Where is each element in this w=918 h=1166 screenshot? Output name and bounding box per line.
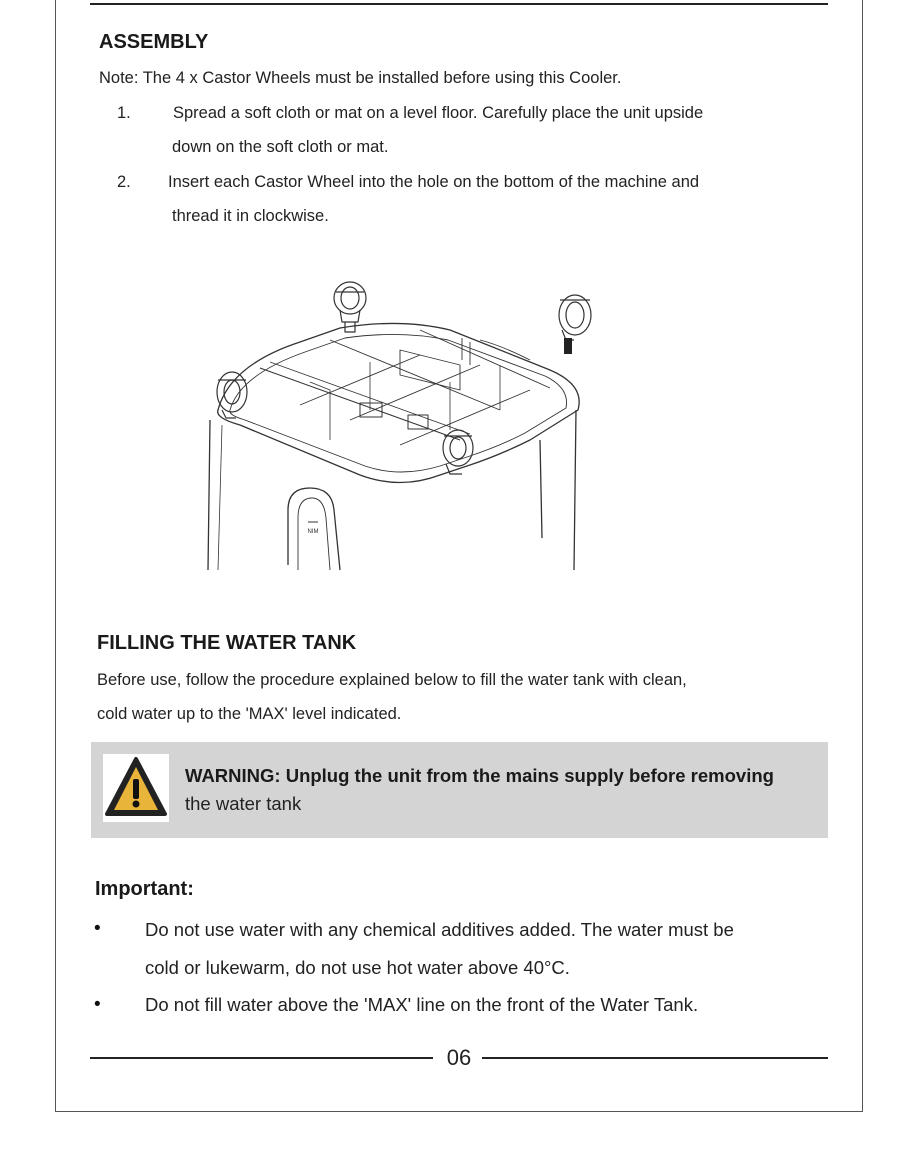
footer-rule-right <box>482 1057 828 1059</box>
bullet-2-line-1: Do not fill water above the 'MAX' line on the front of the Water Tank. <box>145 994 699 1015</box>
castor-wheel-top-right <box>559 295 591 340</box>
bullet-1-line-2: cold or lukewarm, do not use hot water above 40°C. <box>145 957 570 978</box>
top-rule <box>90 3 828 5</box>
page-border-bottom <box>55 1111 863 1112</box>
bullet-1-symbol: • <box>94 918 101 939</box>
bullet-1-line-1: Do not use water with any chemical additives added. The water must be <box>145 919 734 940</box>
step-1-line-1: Spread a soft cloth or mat on a level floor. Carefully place the unit upside <box>173 104 704 122</box>
step-2-number: 2. <box>117 173 131 191</box>
footer-rule-left <box>90 1057 433 1059</box>
filling-heading: FILLING THE WATER TANK <box>97 632 357 654</box>
important-heading: Important: <box>95 878 194 900</box>
illustration-label: NIM <box>307 529 319 535</box>
cooler-body-outline <box>208 420 210 570</box>
page-border-right <box>862 0 863 1112</box>
assembly-heading: ASSEMBLY <box>99 31 209 53</box>
warning-box <box>91 742 828 838</box>
step-2-line-2: thread it in clockwise. <box>172 207 329 225</box>
bullet-2-symbol: • <box>94 994 101 1015</box>
step-1-number: 1. <box>117 104 131 122</box>
step-1-line-2: down on the soft cloth or mat. <box>172 138 389 156</box>
step-2-line-1: Insert each Castor Wheel into the hole on the bottom of the machine and <box>168 173 700 191</box>
filling-line-1: Before use, follow the procedure explained below to fill the water tank with clean, <box>97 671 687 689</box>
warning-bold-text: WARNING: Unplug the unit from the mains supply before removing <box>185 765 774 786</box>
warning-text: the water tank <box>185 793 302 814</box>
assembly-note: Note: The 4 x Castor Wheels must be installed before using this Cooler. <box>99 69 622 87</box>
warning-triangle-icon <box>103 754 169 822</box>
castor-wheel-thread <box>564 338 572 354</box>
castor-wheel-front <box>443 430 473 474</box>
castor-wheel-assembly-illustration <box>200 270 600 575</box>
filling-line-2: cold water up to the 'MAX' level indicated. <box>97 705 402 723</box>
page-border-left <box>55 0 56 1112</box>
castor-wheel-left <box>217 372 247 418</box>
page-number: 06 <box>446 1045 472 1070</box>
